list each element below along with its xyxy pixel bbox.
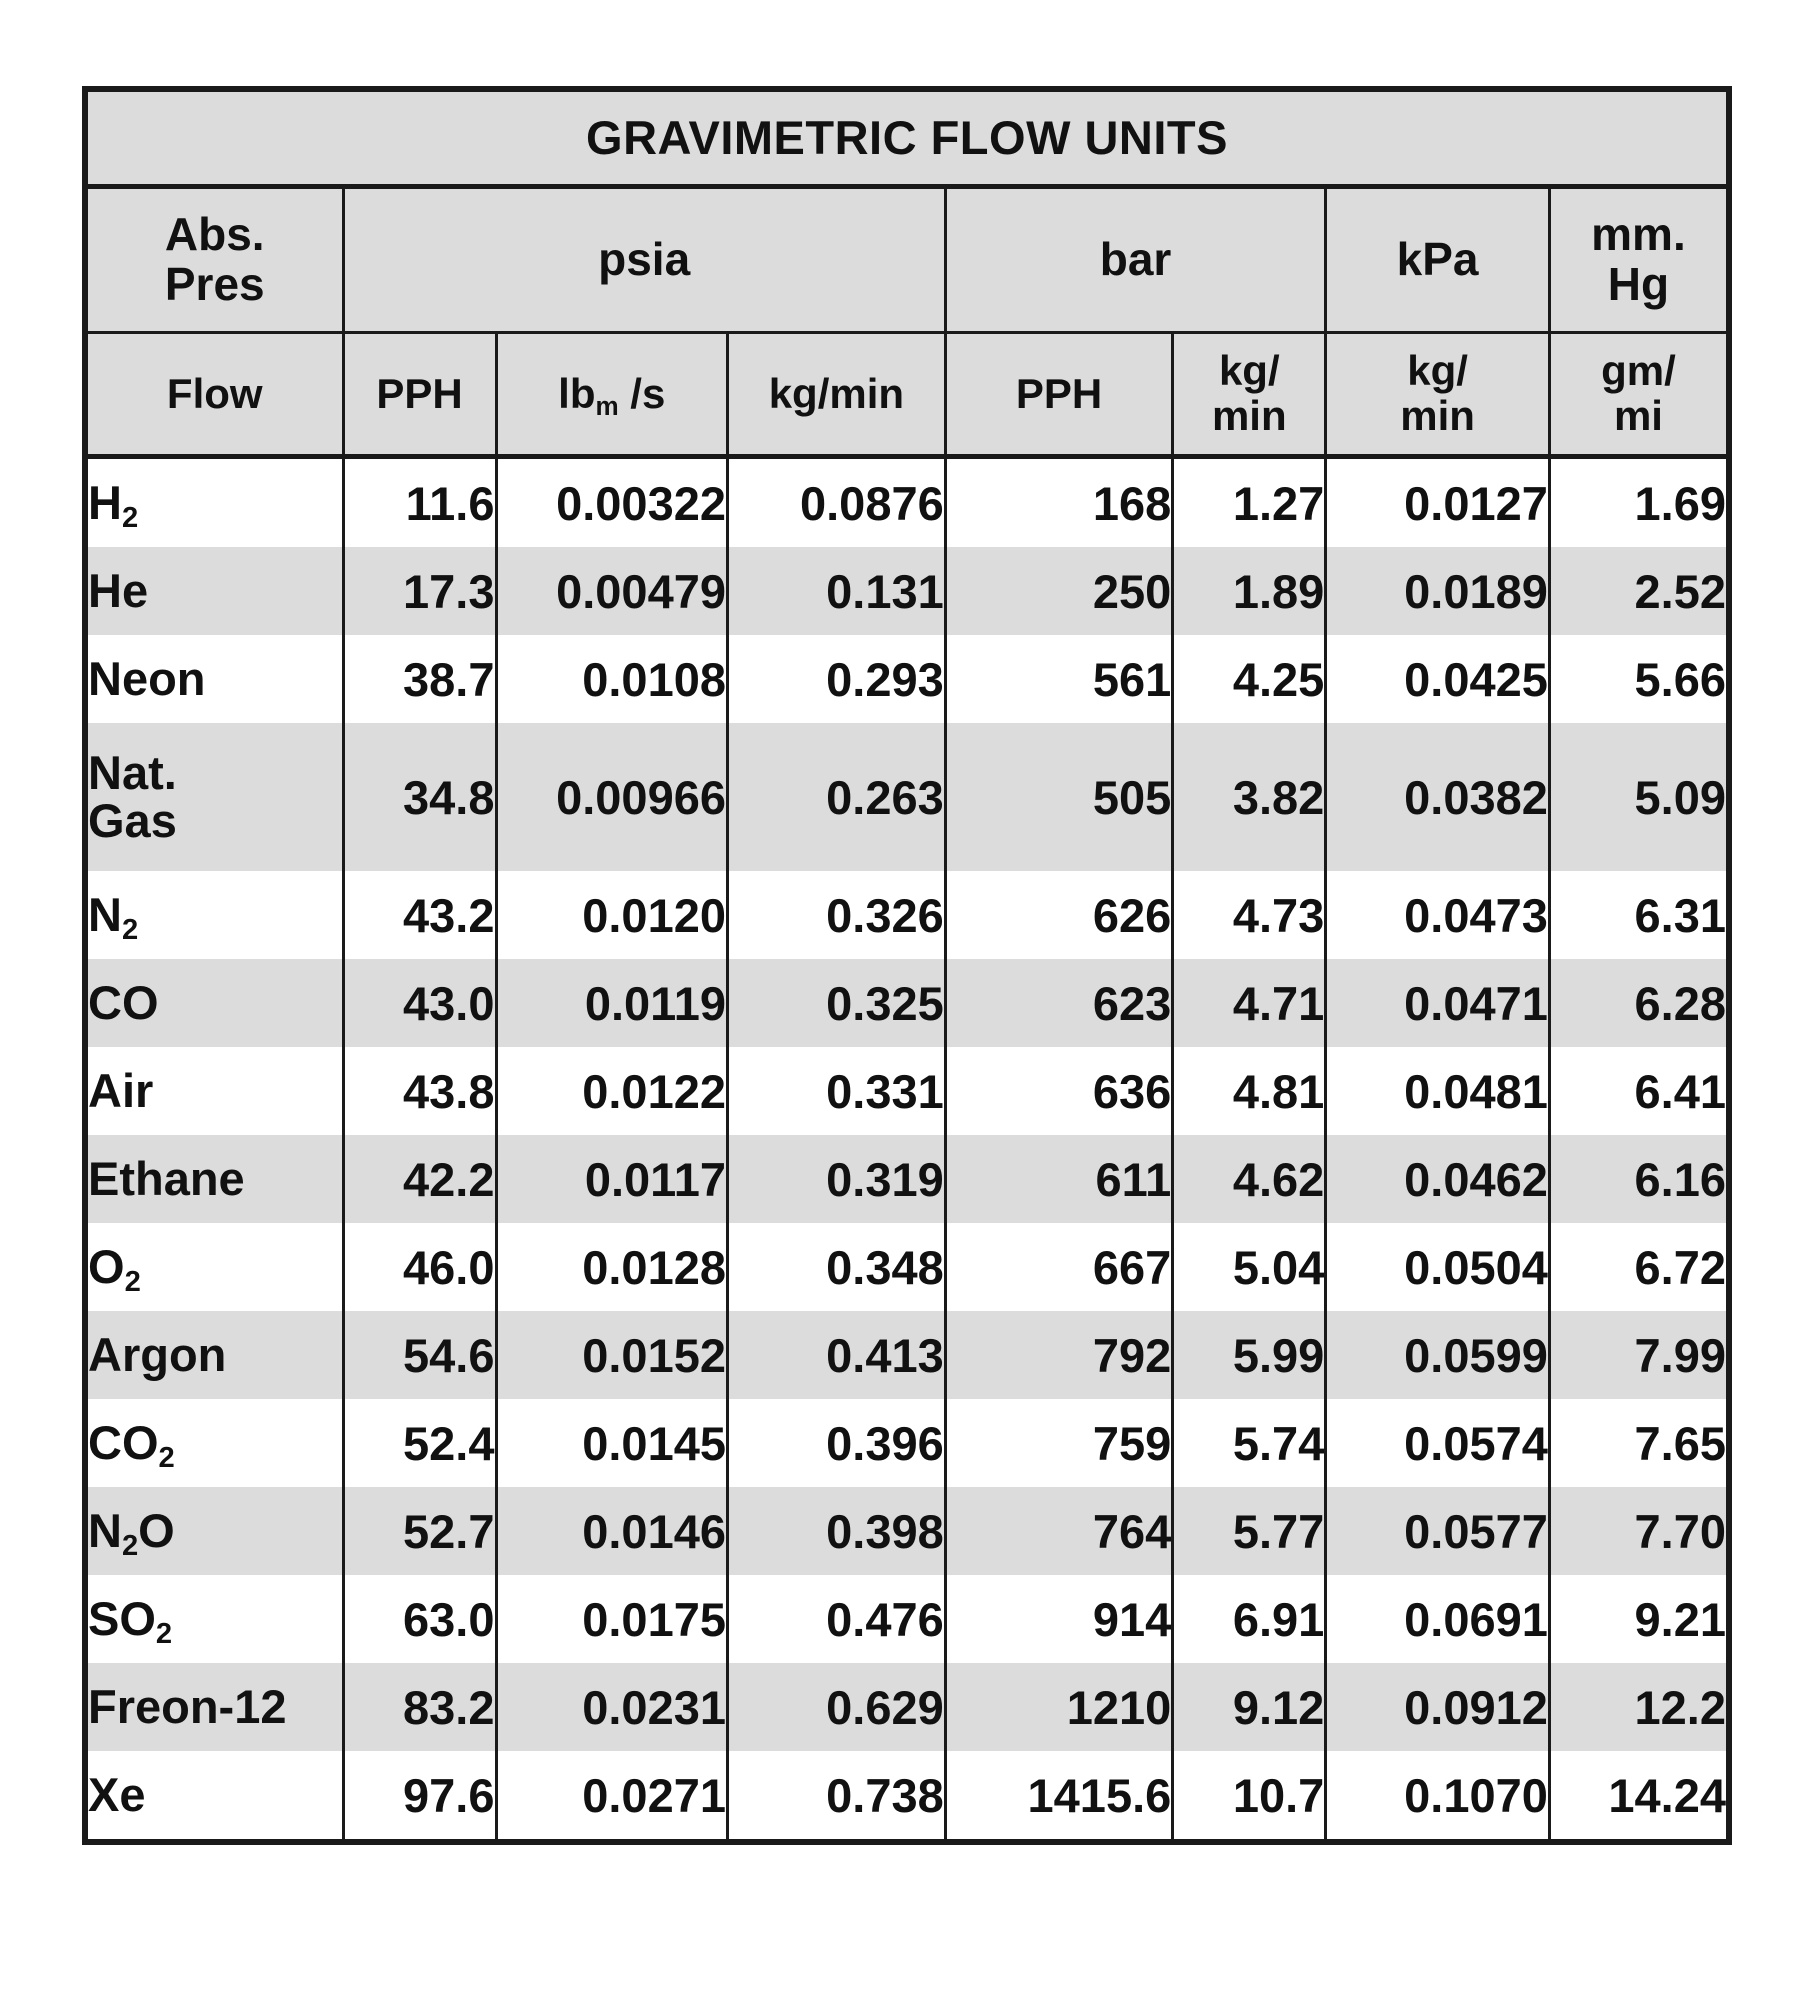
table-header [88,92,1726,457]
cell-psia-pph: 42.2 [343,1135,496,1223]
cell-bar-pph: 759 [945,1399,1173,1487]
cell-mmhg-gm-per-mi: 7.65 [1549,1399,1726,1487]
table-row [88,1575,1726,1663]
cell-psia-lbm-per-s: 0.0231 [496,1663,727,1751]
cell-bar-kg-per-min: 6.91 [1173,1575,1326,1663]
cell-psia-lbm-per-s: 0.0146 [496,1487,727,1575]
cell-kpa-kg-per-min: 0.0127 [1326,457,1550,548]
cell-bar-pph: 1415.6 [945,1751,1173,1839]
gravimetric-flow-units-table [88,92,1726,1839]
lbm-subscript: m [595,390,619,421]
gas-name-cell: $N_2$ [88,871,343,959]
cell-bar-pph: 667 [945,1223,1173,1311]
cell-mmhg-gm-per-mi: 2.52 [1549,547,1726,635]
cell-bar-pph: 636 [945,1047,1173,1135]
cell-kpa-kg-per-min: 0.0912 [1326,1663,1550,1751]
cell-mmhg-gm-per-mi: 6.72 [1549,1223,1726,1311]
cell-psia-pph: 46.0 [343,1223,496,1311]
cell-bar-kg-per-min: 1.89 [1173,547,1326,635]
cell-psia-lbm-per-s: 0.0119 [496,959,727,1047]
cell-psia-kg-per-min: 0.131 [728,547,946,635]
table-body [88,457,1726,1840]
bar-kg-line-2: min [1211,392,1287,439]
table-row [88,1751,1726,1839]
cell-mmhg-gm-per-mi: 6.16 [1549,1135,1726,1223]
table-row [88,723,1726,871]
table-row [88,1399,1726,1487]
gas-name-cell: $CO_2$ [88,1399,343,1487]
mmhg-line-2: Hg [1607,258,1670,310]
column-header-psia-lbm-per-s [496,333,727,457]
cell-psia-pph: 43.8 [343,1047,496,1135]
table-row [88,1487,1726,1575]
group-header-mmhg [1549,187,1726,333]
cell-mmhg-gm-per-mi: 6.31 [1549,871,1726,959]
cell-psia-lbm-per-s: 0.0120 [496,871,727,959]
table-row [88,871,1726,959]
column-header-row [88,333,1726,457]
column-header-bar-kg-per-min [1173,333,1326,457]
cell-psia-lbm-per-s: 0.0271 [496,1751,727,1839]
kpa-kg-line-2: min [1400,392,1475,439]
table-row [88,1311,1726,1399]
cell-psia-lbm-per-s: 0.0128 [496,1223,727,1311]
cell-mmhg-gm-per-mi: 14.24 [1549,1751,1726,1839]
mmhg-gm-line-2: mi [1613,392,1663,439]
cell-psia-kg-per-min: 0.331 [728,1047,946,1135]
cell-psia-pph: 34.8 [343,723,496,871]
cell-kpa-kg-per-min: 0.0574 [1326,1399,1550,1487]
cell-kpa-kg-per-min: 0.0382 [1326,723,1550,871]
cell-psia-lbm-per-s: 0.0117 [496,1135,727,1223]
lbm-main: lb [558,369,596,417]
gas-name-cell: CO [88,959,343,1047]
cell-psia-kg-per-min: 0.348 [728,1223,946,1311]
cell-mmhg-gm-per-mi: 6.41 [1549,1047,1726,1135]
cell-psia-kg-per-min: 0.319 [728,1135,946,1223]
table-row [88,1663,1726,1751]
cell-kpa-kg-per-min: 0.0471 [1326,959,1550,1047]
cell-psia-lbm-per-s: 0.0108 [496,635,727,723]
cell-kpa-kg-per-min: 0.0481 [1326,1047,1550,1135]
cell-kpa-kg-per-min: 0.0462 [1326,1135,1550,1223]
cell-bar-kg-per-min: 9.12 [1173,1663,1326,1751]
cell-mmhg-gm-per-mi: 7.99 [1549,1311,1726,1399]
cell-psia-pph: 63.0 [343,1575,496,1663]
cell-bar-kg-per-min: 5.04 [1173,1223,1326,1311]
cell-bar-kg-per-min: 5.74 [1173,1399,1326,1487]
cell-psia-lbm-per-s: 0.00322 [496,457,727,548]
table-row [88,1047,1726,1135]
cell-kpa-kg-per-min: 0.0473 [1326,871,1550,959]
table-row [88,635,1726,723]
cell-mmhg-gm-per-mi: 9.21 [1549,1575,1726,1663]
table-row [88,1223,1726,1311]
cell-psia-kg-per-min: 0.413 [728,1311,946,1399]
cell-psia-kg-per-min: 0.476 [728,1575,946,1663]
cell-psia-lbm-per-s: 0.0152 [496,1311,727,1399]
column-header-psia-pph: PPH [343,333,496,457]
cell-bar-pph: 1210 [945,1663,1173,1751]
column-header-bar-pph: PPH [945,333,1173,457]
cell-bar-kg-per-min: 1.27 [1173,457,1326,548]
cell-psia-kg-per-min: 0.325 [728,959,946,1047]
cell-bar-pph: 623 [945,959,1173,1047]
gas-name-cell: $H_2$ [88,457,343,548]
cell-psia-kg-per-min: 0.629 [728,1663,946,1751]
cell-psia-pph: 97.6 [343,1751,496,1839]
gas-name-cell: $SO_2$ [88,1575,343,1663]
cell-psia-kg-per-min: 0.263 [728,723,946,871]
cell-bar-kg-per-min: 3.82 [1173,723,1326,871]
cell-mmhg-gm-per-mi: 6.28 [1549,959,1726,1047]
cell-kpa-kg-per-min: 0.1070 [1326,1751,1550,1839]
cell-mmhg-gm-per-mi: 5.09 [1549,723,1726,871]
cell-bar-pph: 250 [945,547,1173,635]
mmhg-line-1: mm. [1591,208,1686,261]
cell-bar-pph: 764 [945,1487,1173,1575]
cell-psia-pph: 43.2 [343,871,496,959]
cell-bar-pph: 626 [945,871,1173,959]
gas-name-cell: Xe [88,1751,343,1839]
gravimetric-flow-units-table-frame [82,86,1732,1845]
cell-psia-kg-per-min: 0.396 [728,1399,946,1487]
cell-psia-pph: 43.0 [343,959,496,1047]
cell-psia-pph: 83.2 [343,1663,496,1751]
cell-bar-kg-per-min: 4.71 [1173,959,1326,1047]
table-row [88,457,1726,548]
cell-bar-pph: 505 [945,723,1173,871]
cell-bar-kg-per-min: 4.25 [1173,635,1326,723]
cell-kpa-kg-per-min: 0.0425 [1326,635,1550,723]
cell-bar-kg-per-min: 5.77 [1173,1487,1326,1575]
cell-bar-pph: 168 [945,457,1173,548]
gas-name-cell: Air [88,1047,343,1135]
cell-psia-kg-per-min: 0.738 [728,1751,946,1839]
gas-name-cell: $O_2$ [88,1223,343,1311]
cell-mmhg-gm-per-mi: 7.70 [1549,1487,1726,1575]
gas-name-cell: Ethane [88,1135,343,1223]
column-header-psia-kg-per-min: kg/min [728,333,946,457]
cell-bar-kg-per-min: 5.99 [1173,1311,1326,1399]
cell-bar-kg-per-min: 4.62 [1173,1135,1326,1223]
gas-name-cell: Neon [88,635,343,723]
group-header-bar: bar [945,187,1326,333]
gas-name-cell: He [88,547,343,635]
group-header-psia: psia [343,187,945,333]
cell-psia-pph: 52.7 [343,1487,496,1575]
cell-psia-pph: 54.6 [343,1311,496,1399]
cell-mmhg-gm-per-mi: 12.2 [1549,1663,1726,1751]
title-row [88,92,1726,187]
cell-kpa-kg-per-min: 0.0599 [1326,1311,1550,1399]
cell-psia-pph: 17.3 [343,547,496,635]
cell-psia-lbm-per-s: 0.00966 [496,723,727,871]
cell-psia-kg-per-min: 0.326 [728,871,946,959]
table-row [88,959,1726,1047]
cell-psia-kg-per-min: 0.398 [728,1487,946,1575]
group-header-abs-pres [88,187,343,333]
cell-psia-lbm-per-s: 0.0122 [496,1047,727,1135]
cell-psia-kg-per-min: 0.293 [728,635,946,723]
bar-kg-line-1: kg/ [1218,347,1280,395]
column-header-mmhg-gm-per-mi [1549,333,1726,457]
cell-mmhg-gm-per-mi: 5.66 [1549,635,1726,723]
cell-kpa-kg-per-min: 0.0189 [1326,547,1550,635]
abs-pres-line-2: Pres [164,258,265,310]
cell-bar-pph: 561 [945,635,1173,723]
cell-bar-pph: 792 [945,1311,1173,1399]
abs-pres-line-1: Abs. [164,208,265,261]
cell-psia-pph: 11.6 [343,457,496,548]
cell-bar-kg-per-min: 10.7 [1173,1751,1326,1839]
cell-kpa-kg-per-min: 0.0504 [1326,1223,1550,1311]
gas-name-cell: $N_2O$ [88,1487,343,1575]
kpa-kg-line-1: kg/ [1407,347,1468,395]
cell-bar-kg-per-min: 4.81 [1173,1047,1326,1135]
gas-name-cell: Argon [88,1311,343,1399]
column-header-kpa-kg-per-min [1326,333,1550,457]
gas-name-cell: Nat. Gas [88,723,343,871]
cell-psia-pph: 38.7 [343,635,496,723]
cell-bar-pph: 611 [945,1135,1173,1223]
gas-name-cell: Freon-12 [88,1663,343,1751]
cell-kpa-kg-per-min: 0.0691 [1326,1575,1550,1663]
cell-psia-lbm-per-s: 0.00479 [496,547,727,635]
table-row [88,1135,1726,1223]
cell-bar-pph: 914 [945,1575,1173,1663]
group-header-kpa: kPa [1326,187,1550,333]
lbm-tail: /s [618,369,666,417]
table-row [88,547,1726,635]
cell-psia-pph: 52.4 [343,1399,496,1487]
cell-psia-kg-per-min: 0.0876 [728,457,946,548]
table-title: GRAVIMETRIC FLOW UNITS [88,92,1726,187]
cell-bar-kg-per-min: 4.73 [1173,871,1326,959]
mmhg-gm-line-1: gm/ [1601,347,1676,395]
group-header-row [88,187,1726,333]
cell-psia-lbm-per-s: 0.0145 [496,1399,727,1487]
cell-mmhg-gm-per-mi: 1.69 [1549,457,1726,548]
cell-kpa-kg-per-min: 0.0577 [1326,1487,1550,1575]
cell-psia-lbm-per-s: 0.0175 [496,1575,727,1663]
column-header-flow: Flow [88,333,343,457]
